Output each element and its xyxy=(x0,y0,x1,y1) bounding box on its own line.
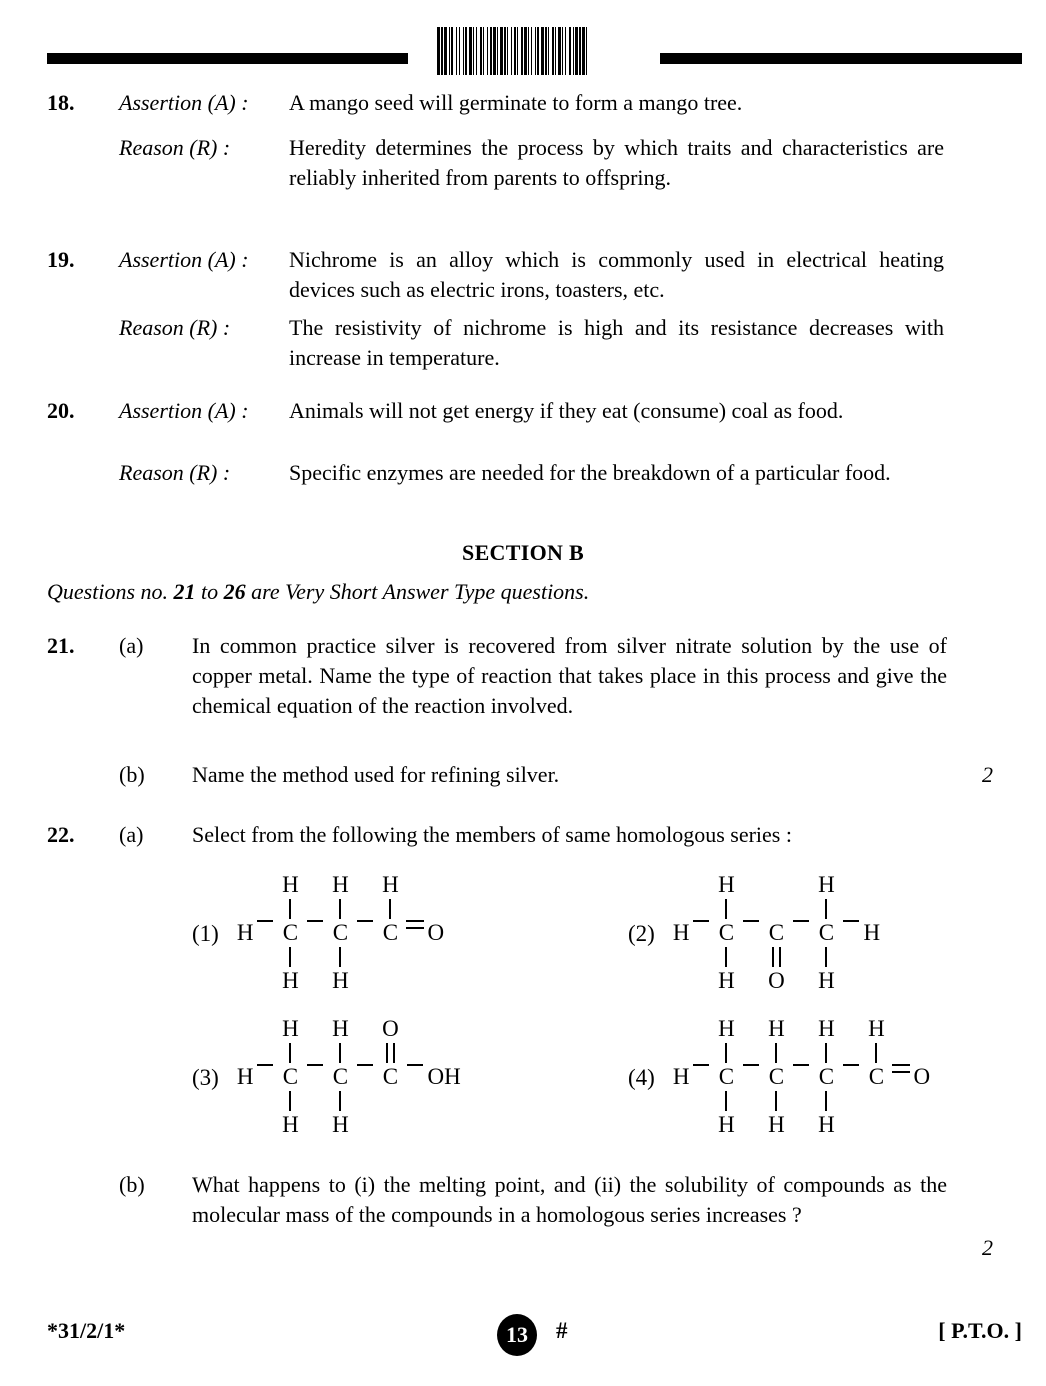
single-bond-vertical xyxy=(825,947,827,967)
atom-label-top: H xyxy=(332,872,349,897)
chain-bond xyxy=(353,872,377,994)
section-note-mid: to xyxy=(195,579,224,604)
header-rule-right xyxy=(660,53,1022,64)
part-label-22a: (a) xyxy=(119,822,144,847)
question-18-reason xyxy=(47,133,1002,193)
terminal-atom-right xyxy=(863,872,880,994)
pto-marker: [ P.T.O. ] xyxy=(938,1318,1022,1343)
structure-index: (3) xyxy=(192,1064,219,1090)
atom-label-bottom: H xyxy=(332,1112,349,1137)
single-bond-horizontal xyxy=(357,1064,373,1066)
chain-bond xyxy=(889,1016,913,1138)
assertion-label-20: Assertion (A) : xyxy=(119,398,249,423)
chain-bond xyxy=(689,1016,713,1138)
atom-label-center: C xyxy=(332,920,349,945)
atom-label-center: C xyxy=(818,1064,835,1089)
question-21-number: 21. xyxy=(47,633,75,658)
single-bond-vertical xyxy=(289,1091,291,1111)
atom-label-center: C xyxy=(382,920,399,945)
question-19-assertion xyxy=(47,245,1002,305)
structure-1 xyxy=(192,872,444,994)
carbon-group xyxy=(863,1016,889,1138)
question-21b-text: Name the method used for refining silver. xyxy=(192,762,560,787)
double-bond-horizontal xyxy=(892,1064,910,1073)
carbon-group xyxy=(813,1016,839,1138)
double-bond-horizontal xyxy=(406,920,424,929)
atom-label-center: C xyxy=(718,920,735,945)
section-note-prefix: Questions no. xyxy=(47,579,174,604)
carbon-group xyxy=(763,872,789,994)
atom-label-top: H xyxy=(718,872,735,897)
question-20-number: 20. xyxy=(47,398,75,423)
atom-label: O xyxy=(913,1064,931,1089)
question-22a-text: Select from the following the members of same homologous series : xyxy=(192,822,792,847)
single-bond-vertical xyxy=(725,899,727,919)
structure-index: (4) xyxy=(628,1064,655,1090)
hash-marker: # xyxy=(556,1318,568,1343)
atom-label-center: C xyxy=(718,1064,735,1089)
atom-label-center: C xyxy=(818,920,835,945)
atom-label-top: H xyxy=(718,1016,735,1041)
question-21a-text: In common practice silver is recovered from silver nitrate solution by the use of copper metal. Name the type of reaction that takes place in this process and give the chemical equation of the reaction involved. xyxy=(192,633,947,718)
single-bond-vertical xyxy=(289,947,291,967)
assertion-text-19: Nichrome is an alloy which is commonly used in electrical heating devices such as electric irons, toasters, etc. xyxy=(289,247,944,302)
single-bond-vertical xyxy=(875,1043,877,1063)
molecule-butanal xyxy=(673,1016,930,1138)
carbon-group xyxy=(327,1016,353,1138)
atom-label-center: C xyxy=(768,1064,785,1089)
atom-label-bottom: H xyxy=(818,968,835,993)
single-bond-vertical xyxy=(289,899,291,919)
atom-label-bottom: H xyxy=(768,1112,785,1137)
atom-label: O xyxy=(427,920,445,945)
molecule-propanal xyxy=(237,872,444,994)
single-bond-horizontal xyxy=(407,1064,423,1066)
question-22-part-a xyxy=(47,820,1002,850)
atom-label-bottom: H xyxy=(718,968,735,993)
single-bond-vertical xyxy=(825,899,827,919)
section-heading: SECTION B xyxy=(462,540,584,565)
atom-label: H xyxy=(672,1064,690,1089)
chain-bond xyxy=(839,1016,863,1138)
structure-index: (2) xyxy=(628,920,655,946)
atom-label: OH xyxy=(427,1064,461,1089)
single-bond-vertical xyxy=(775,1091,777,1111)
single-bond-horizontal xyxy=(257,1064,273,1066)
atom-label-top: H xyxy=(868,1016,885,1041)
structure-index: (1) xyxy=(192,920,219,946)
question-20-reason xyxy=(47,458,1002,488)
section-instruction xyxy=(47,577,1002,607)
header-rule-left xyxy=(47,53,408,64)
structure-4 xyxy=(628,1016,930,1138)
paper-code: *31/2/1* xyxy=(47,1318,126,1343)
no-bond xyxy=(875,1091,877,1111)
single-bond-vertical xyxy=(339,1091,341,1111)
atom-label-top: H xyxy=(282,872,299,897)
reason-label-19: Reason (R) : xyxy=(119,315,231,340)
question-20-assertion xyxy=(47,396,1002,426)
assertion-label-19: Assertion (A) : xyxy=(119,247,249,272)
question-18-number: 18. xyxy=(47,90,75,115)
single-bond-horizontal xyxy=(693,1064,709,1066)
chain-bond xyxy=(403,1016,427,1138)
single-bond-horizontal xyxy=(793,1064,809,1066)
atom-label-bottom: H xyxy=(718,1112,735,1137)
chain-bond xyxy=(689,872,713,994)
chain-bond xyxy=(403,872,427,994)
single-bond-horizontal xyxy=(843,1064,859,1066)
single-bond-vertical xyxy=(725,1091,727,1111)
single-bond-horizontal xyxy=(843,920,859,922)
atom-label-top: H xyxy=(382,872,399,897)
question-18-assertion xyxy=(47,88,1002,118)
assertion-text-20: Animals will not get energy if they eat (consume) coal as food. xyxy=(289,398,844,423)
section-note-from: 21 xyxy=(173,579,196,604)
structure-3 xyxy=(192,1016,461,1138)
atom-label: H xyxy=(236,920,254,945)
carbon-group xyxy=(713,1016,739,1138)
terminal-atom-right xyxy=(913,1016,930,1138)
question-22-number: 22. xyxy=(47,822,75,847)
carbon-group xyxy=(327,872,353,994)
single-bond-horizontal xyxy=(307,920,323,922)
page-header xyxy=(0,0,1046,80)
atom-label-top: H xyxy=(818,1016,835,1041)
atom-label: H xyxy=(863,920,881,945)
section-note-to: 26 xyxy=(223,579,246,604)
assertion-label-18: Assertion (A) : xyxy=(119,90,249,115)
terminal-atom-left xyxy=(237,1016,254,1138)
single-bond-vertical xyxy=(289,1043,291,1063)
chain-bond xyxy=(739,1016,763,1138)
single-bond-horizontal xyxy=(257,920,273,922)
part-label-22b: (b) xyxy=(119,1172,145,1197)
no-bond xyxy=(389,947,391,967)
atom-label-center: C xyxy=(382,1064,399,1089)
single-bond-horizontal xyxy=(743,920,759,922)
chain-bond xyxy=(839,872,863,994)
terminal-atom-left xyxy=(237,872,254,994)
single-bond-vertical xyxy=(339,1043,341,1063)
chain-bond xyxy=(353,1016,377,1138)
reason-text-18: Heredity determines the process by which traits and characteristics are reliably inherited from parents to offspring. xyxy=(289,135,944,190)
atom-label-bottom: H xyxy=(818,1112,835,1137)
terminal-atom-right xyxy=(427,1016,460,1138)
terminal-atom-left xyxy=(673,872,690,994)
atom-label-top: H xyxy=(768,1016,785,1041)
single-bond-vertical xyxy=(339,947,341,967)
atom-label: H xyxy=(236,1064,254,1089)
single-bond-horizontal xyxy=(793,920,809,922)
reason-text-20: Specific enzymes are needed for the breakdown of a particular food. xyxy=(289,460,891,485)
page-footer xyxy=(0,1318,1046,1368)
single-bond-vertical xyxy=(775,1043,777,1063)
chain-bond xyxy=(789,1016,813,1138)
page-number-badge: 13 xyxy=(497,1314,537,1356)
reason-label-20: Reason (R) : xyxy=(119,460,231,485)
no-bond xyxy=(775,899,777,919)
chain-bond xyxy=(303,1016,327,1138)
terminal-atom-right xyxy=(427,872,444,994)
carbon-group xyxy=(813,872,839,994)
atom-label-bottom: O xyxy=(768,968,785,993)
barcode xyxy=(437,27,633,75)
atom-label-top: H xyxy=(818,872,835,897)
chain-bond xyxy=(739,872,763,994)
question-22-part-b xyxy=(47,1170,1002,1230)
question-19-number: 19. xyxy=(47,247,75,272)
atom-label-bottom: H xyxy=(282,968,299,993)
atom-label: H xyxy=(672,920,690,945)
single-bond-vertical xyxy=(725,1043,727,1063)
atom-label-center: C xyxy=(768,920,785,945)
molecule-propanoic acid xyxy=(237,1016,461,1138)
atom-label-bottom: H xyxy=(282,1112,299,1137)
single-bond-vertical xyxy=(339,899,341,919)
single-bond-vertical xyxy=(825,1091,827,1111)
atom-label-top: H xyxy=(282,1016,299,1041)
atom-label-top: H xyxy=(332,1016,349,1041)
terminal-atom-left xyxy=(673,1016,690,1138)
chain-bond xyxy=(253,872,277,994)
no-bond xyxy=(389,1091,391,1111)
single-bond-vertical xyxy=(825,1043,827,1063)
chain-bond xyxy=(253,1016,277,1138)
question-19-reason xyxy=(47,313,1002,373)
reason-label-18: Reason (R) : xyxy=(119,135,231,160)
single-bond-vertical xyxy=(725,947,727,967)
single-bond-horizontal xyxy=(357,920,373,922)
assertion-text-18: A mango seed will germinate to form a mango tree. xyxy=(289,90,743,115)
part-label-21b: (b) xyxy=(119,762,145,787)
carbon-group xyxy=(763,1016,789,1138)
marks-21: 2 xyxy=(982,762,993,787)
single-bond-horizontal xyxy=(743,1064,759,1066)
question-22b-text: What happens to (i) the melting point, and (ii) the solubility of compounds as the molecular mass of the compounds in a homologous series increases ? xyxy=(192,1172,947,1227)
carbon-group xyxy=(713,872,739,994)
structure-2 xyxy=(628,872,880,994)
question-21-part-b xyxy=(47,760,1002,790)
double-bond-vertical xyxy=(386,1043,395,1063)
atom-label-center: C xyxy=(282,920,299,945)
section-note-suffix: are Very Short Answer Type questions. xyxy=(245,579,590,604)
barcode-bar xyxy=(587,27,589,75)
atom-label-center: C xyxy=(282,1064,299,1089)
chain-bond xyxy=(303,872,327,994)
single-bond-vertical xyxy=(389,899,391,919)
single-bond-horizontal xyxy=(307,1064,323,1066)
reason-text-19: The resistivity of nichrome is high and its resistance decreases with increase in temperature. xyxy=(289,315,944,370)
single-bond-horizontal xyxy=(693,920,709,922)
carbon-group xyxy=(377,872,403,994)
question-21-part-a xyxy=(47,631,1002,721)
molecule-propanone xyxy=(673,872,880,994)
atom-label-bottom: H xyxy=(332,968,349,993)
atom-label-top: O xyxy=(382,1016,399,1041)
part-label-21a: (a) xyxy=(119,633,144,658)
atom-label-center: C xyxy=(868,1064,885,1089)
double-bond-vertical xyxy=(772,947,781,967)
carbon-group xyxy=(277,1016,303,1138)
carbon-group xyxy=(277,872,303,994)
marks-22: 2 xyxy=(982,1235,993,1260)
chain-bond xyxy=(789,872,813,994)
atom-label-center: C xyxy=(332,1064,349,1089)
carbon-group xyxy=(377,1016,403,1138)
